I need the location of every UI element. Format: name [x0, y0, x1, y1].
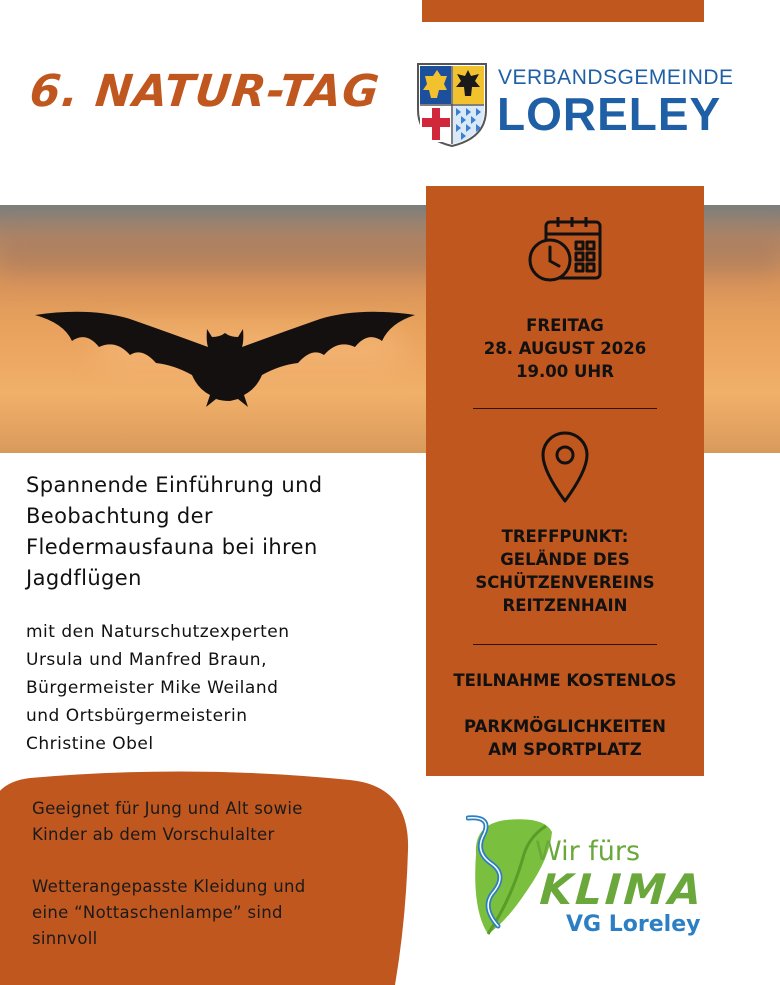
klima-slogan-line3: VG Loreley	[566, 912, 701, 937]
description-line: Jagdflügen	[26, 566, 142, 590]
meeting-point-label: TREFFPUNKT:	[501, 527, 629, 546]
meeting-point-line: GELÄNDE DES	[500, 550, 630, 569]
description-line: Spannende Einführung und	[26, 473, 323, 497]
clothing-line: sinnvoll	[32, 929, 98, 948]
description-line: Beobachtung der	[26, 504, 213, 528]
experts-line: mit den Naturschutzexperten	[26, 622, 290, 642]
event-title: 6. NATUR-TAG	[27, 66, 383, 117]
event-info-panel	[426, 186, 704, 776]
organizer-name: LORELEY	[497, 88, 722, 140]
meeting-point-line: SCHÜTZENVEREINS	[475, 573, 655, 592]
clothing-line: Wetterangepasste Kleidung und	[32, 877, 306, 896]
suitability-line: Geeignet für Jung und Alt sowie	[32, 799, 303, 818]
top-accent-bar	[422, 0, 704, 22]
calendar-clock-icon	[526, 214, 604, 284]
divider	[473, 408, 657, 409]
suitability-line: Kinder ab dem Vorschulalter	[32, 825, 275, 844]
divider	[473, 644, 657, 645]
event-time: 19.00 UHR	[516, 362, 614, 381]
experts-info	[26, 618, 416, 758]
event-date: 28. AUGUST 2026	[483, 339, 647, 358]
experts-line: Bürgermeister Mike Weiland	[26, 678, 279, 698]
fee-info: TEILNAHME KOSTENLOS	[453, 671, 677, 690]
parking-info: PARKMÖGLICHKEITEN	[464, 717, 666, 736]
klima-slogan-line1: Wir fürs	[535, 836, 641, 867]
experts-line: Ursula und Manfred Braun,	[26, 650, 267, 670]
event-description	[26, 470, 416, 594]
experts-line: und Ortsbürgermeisterin	[26, 706, 248, 726]
bat-silhouette-icon	[30, 303, 420, 413]
event-day: FREITAG	[526, 316, 604, 335]
meeting-point-line: REITZENHAIN	[502, 596, 628, 615]
coat-of-arms-icon	[416, 62, 488, 148]
notes	[32, 796, 402, 978]
experts-line: Christine Obel	[26, 734, 154, 754]
clothing-line: eine “Nottaschenlampe” sind	[32, 903, 283, 922]
parking-info: AM SPORTPLATZ	[488, 740, 642, 759]
klima-slogan-line2: KLIMA	[538, 865, 706, 914]
organizer-label: VERBANDSGEMEINDE	[498, 66, 734, 89]
description-line: Fledermausfauna bei ihren	[26, 535, 318, 559]
location-pin-icon	[539, 431, 591, 505]
